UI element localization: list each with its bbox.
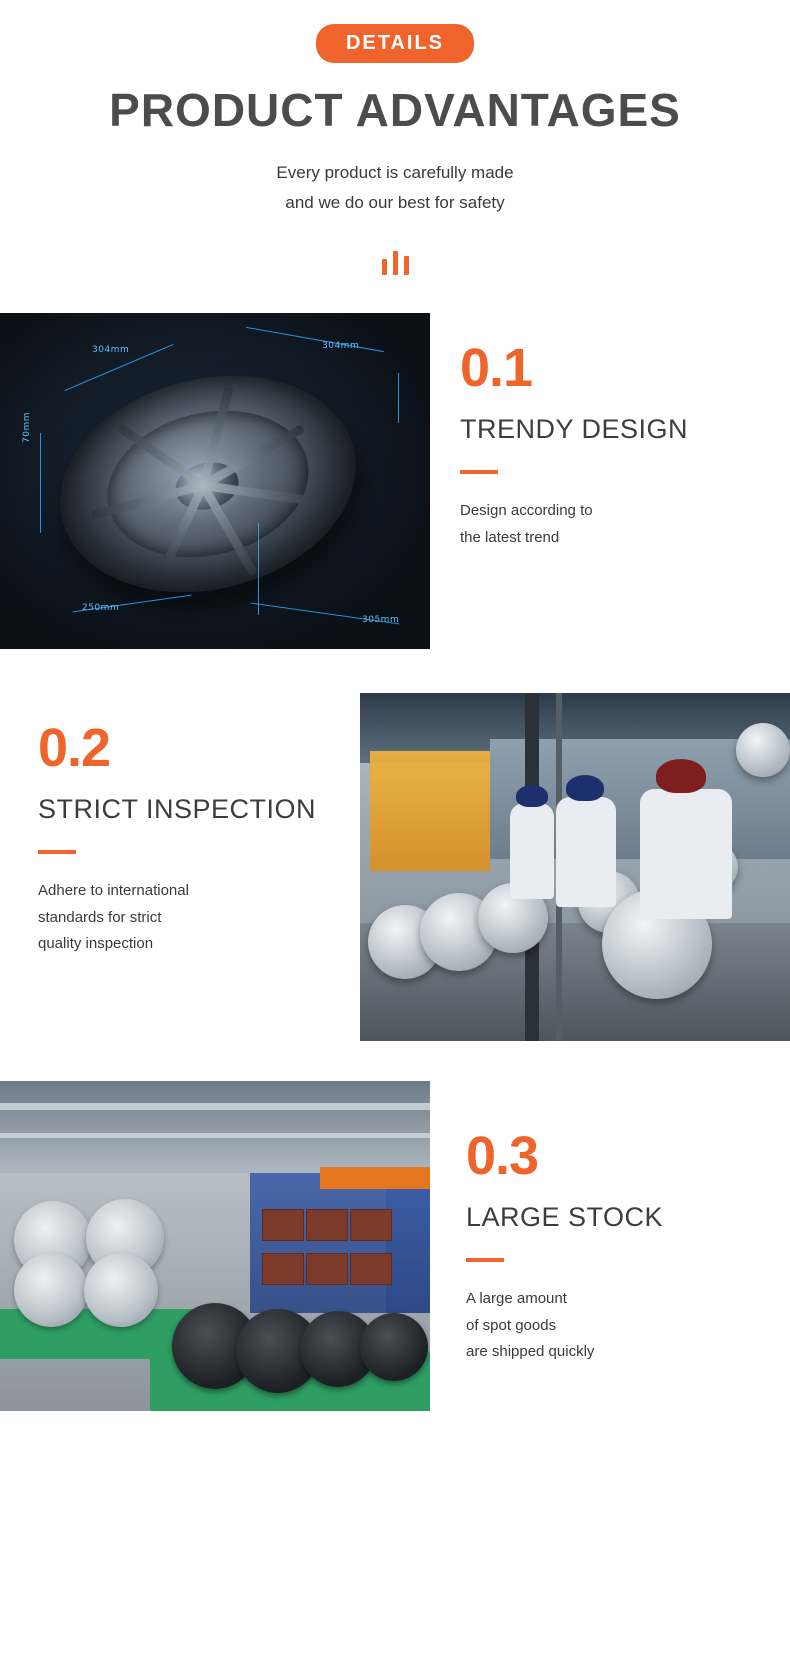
feature-description xyxy=(466,1286,790,1365)
feature-row-2 xyxy=(0,693,790,1041)
feature-description xyxy=(38,878,360,957)
feature-3-text xyxy=(430,1081,790,1365)
dimension-label: 70mm xyxy=(22,411,32,443)
feature-desc-line-3: are shipped quickly xyxy=(466,1342,595,1360)
accent-rule xyxy=(466,1258,504,1262)
feature-desc-line-1: A large amount xyxy=(466,1290,567,1308)
wheel-render-photo xyxy=(0,313,430,649)
dimension-label: 304mm xyxy=(322,340,360,351)
feature-description xyxy=(460,498,790,551)
feature-title: TRENDY DESIGN xyxy=(460,413,689,444)
feature-row-3 xyxy=(0,1081,790,1411)
page-subtitle xyxy=(0,158,790,219)
feature-title: STRICT INSPECTION xyxy=(38,793,317,824)
feature-desc-line-1: Design according to xyxy=(460,502,593,520)
subtitle-line-1: Every product is carefully made xyxy=(276,162,514,182)
dimension-label: 305mm xyxy=(362,614,400,625)
page-title: PRODUCT ADVANTAGES xyxy=(109,84,681,136)
dimension-label: 304mm xyxy=(92,344,130,355)
feature-row-1 xyxy=(0,313,790,649)
subtitle-line-2: and we do our best for safety xyxy=(285,193,505,213)
feature-title: LARGE STOCK xyxy=(466,1201,664,1232)
feature-desc-line-2: of spot goods xyxy=(466,1316,557,1334)
feature-number: 0.1 xyxy=(460,337,533,398)
details-badge: DETAILS xyxy=(316,24,474,63)
feature-desc-line-3: quality inspection xyxy=(38,934,154,952)
feature-number: 0.3 xyxy=(466,1125,539,1186)
feature-desc-line-2: standards for strict xyxy=(38,908,162,926)
feature-desc-line-1: Adhere to international xyxy=(38,882,189,900)
feature-2-text xyxy=(0,693,360,957)
dimension-label: 250mm xyxy=(82,602,120,613)
accent-rule xyxy=(460,470,498,474)
feature-number: 0.2 xyxy=(38,717,111,778)
decorative-bars-icon xyxy=(0,249,790,275)
feature-1-text xyxy=(430,313,790,551)
feature-desc-line-2: the latest trend xyxy=(460,528,560,546)
factory-inspection-photo xyxy=(360,693,790,1041)
accent-rule xyxy=(38,850,76,854)
warehouse-stock-photo xyxy=(0,1081,430,1411)
page-header xyxy=(0,0,790,275)
